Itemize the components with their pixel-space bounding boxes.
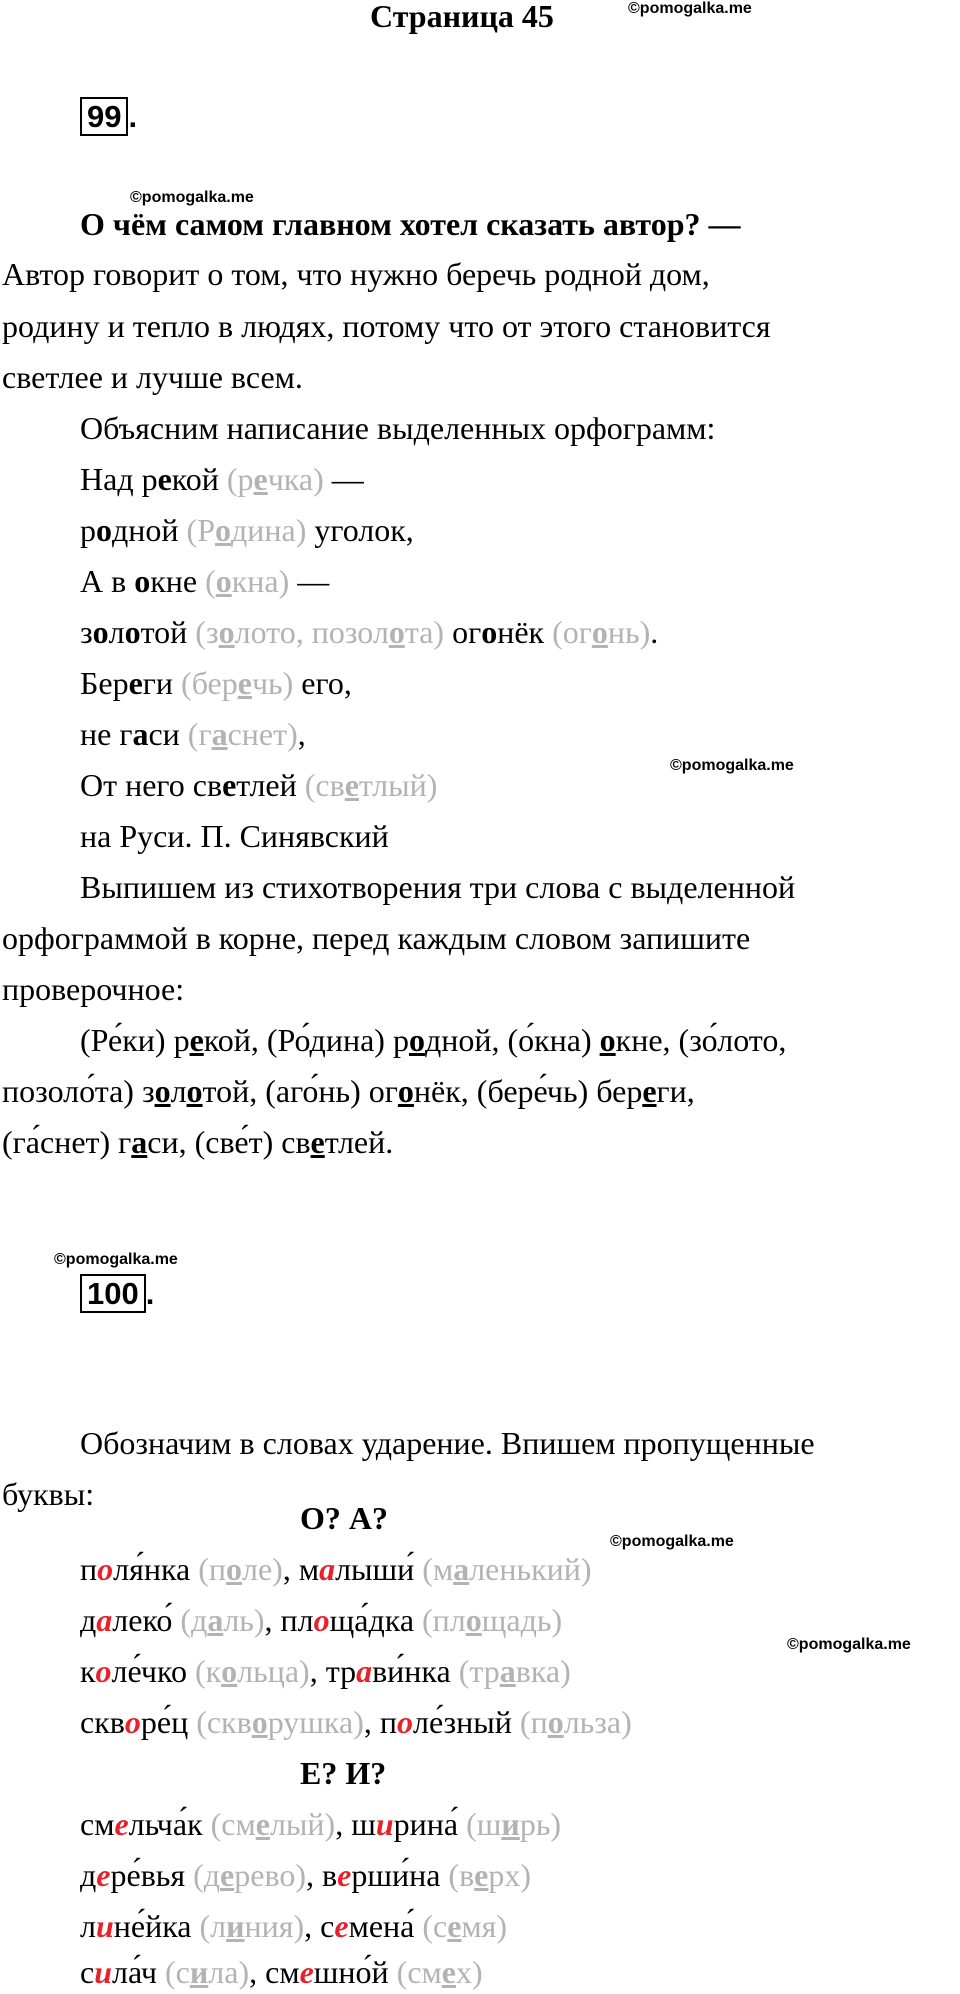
text-segment: ви́нка <box>372 1653 459 1689</box>
text-segment: — <box>289 563 330 599</box>
check-word: (пл <box>422 1602 466 1638</box>
word-line <box>80 1952 483 1992</box>
highlighted-letter: о <box>134 563 151 599</box>
text-segment: ги, <box>656 1073 695 1109</box>
text-segment: скв <box>80 1704 125 1740</box>
check-word: щадь) <box>481 1602 563 1638</box>
check-letter: о <box>547 1704 564 1740</box>
text-segment: кой <box>171 461 227 497</box>
watermark: ©pomogalka.me <box>610 1533 734 1550</box>
task-line: орфограммой в корне, перед каждым словом запишите <box>2 920 751 956</box>
check-word: чь) <box>251 665 294 701</box>
text-segment: шно́й <box>313 1954 397 1990</box>
check-letter: о <box>218 614 235 650</box>
inserted-letter: о <box>95 1653 112 1689</box>
poem-line <box>80 714 306 754</box>
exercise-number-99 <box>80 98 137 136</box>
check-word: (см <box>210 1806 256 1842</box>
check-word: (с <box>422 1908 448 1944</box>
check-letter: а <box>211 716 228 752</box>
highlighted-letter: е <box>310 1124 325 1160</box>
text-segment: ги <box>142 665 182 701</box>
check-word: нь) <box>607 614 651 650</box>
check-letter: о <box>388 614 405 650</box>
text-segment: , с <box>304 1908 335 1944</box>
text-segment: леко́ <box>112 1602 181 1638</box>
check-word: рево) <box>234 1857 306 1893</box>
highlighted-letter: о <box>92 614 109 650</box>
check-letter: о <box>465 1602 482 1638</box>
text-segment: л <box>108 614 125 650</box>
text-segment: ле́чко <box>111 1653 195 1689</box>
text-segment: кой, (Ро́дина) р <box>203 1022 409 1058</box>
poem-line <box>80 765 437 805</box>
text-segment: ре́ц <box>140 1704 197 1740</box>
watermark: ©pomogalka.me <box>130 189 254 206</box>
check-word: (тр <box>458 1653 500 1689</box>
inserted-letter: о <box>97 1551 114 1587</box>
check-word: дина) <box>230 512 307 548</box>
check-word: ленький) <box>469 1551 592 1587</box>
text-segment: см <box>80 1806 115 1842</box>
check-word: рх) <box>488 1857 532 1893</box>
explain-text: Объясним написание выделенных орфограмм: <box>80 410 716 446</box>
check-word: ле) <box>241 1551 283 1587</box>
check-letter: а <box>207 1602 224 1638</box>
text-segment: рши́на <box>351 1857 449 1893</box>
check-letter: о <box>591 614 608 650</box>
check-word: ла) <box>208 1954 250 1990</box>
highlighted-letter: е <box>642 1073 657 1109</box>
exercise-number-dot: . <box>128 99 138 134</box>
highlighted-letter: о <box>154 1073 171 1109</box>
check-letter: е <box>344 767 359 803</box>
check-letter: е <box>253 461 268 497</box>
check-letter: о <box>214 512 231 548</box>
highlighted-letter: о <box>408 1022 425 1058</box>
highlighted-letter: о <box>124 614 141 650</box>
exercise-number-100 <box>80 1275 154 1313</box>
highlighted-letter: е <box>157 461 172 497</box>
check-word: рушка) <box>267 1704 364 1740</box>
result-line <box>2 1122 393 1162</box>
inserted-letter: е <box>114 1806 129 1842</box>
check-letter: е <box>220 1857 235 1893</box>
text-segment: нёк <box>497 614 553 650</box>
check-word: (бер <box>181 665 238 701</box>
inserted-letter: а <box>96 1602 113 1638</box>
text-segment: з <box>80 614 93 650</box>
text-segment: д <box>80 1857 97 1893</box>
check-word: та) <box>404 614 445 650</box>
inserted-letter: е <box>96 1857 111 1893</box>
check-word: ния) <box>244 1908 305 1944</box>
check-word: (ш <box>466 1806 502 1842</box>
text-segment: не́йка <box>113 1908 200 1944</box>
exercise-number-box: 100 <box>80 1274 146 1313</box>
text-segment: л <box>80 1908 96 1944</box>
check-letter: а <box>453 1551 470 1587</box>
watermark: ©pomogalka.me <box>787 1636 911 1653</box>
check-word: (скв <box>196 1704 252 1740</box>
check-word: снет) <box>227 716 298 752</box>
text-segment: кне <box>150 563 206 599</box>
text-segment: той, (аго́нь) ог <box>202 1073 398 1109</box>
word-line <box>80 1855 531 1895</box>
text-segment: , тр <box>309 1653 357 1689</box>
check-word: (св <box>304 767 345 803</box>
poem-line <box>80 663 352 703</box>
watermark: ©pomogalka.me <box>628 0 752 17</box>
check-word: мя) <box>461 1908 508 1944</box>
answer-line: Автор говорит о том, что нужно беречь родной дом, <box>2 256 710 292</box>
text-segment: ре́вья <box>110 1857 194 1893</box>
highlighted-letter: о <box>397 1073 414 1109</box>
highlighted-letter: о <box>96 512 112 548</box>
text-segment: п <box>80 1551 98 1587</box>
text-segment: нёк, (бере́чь) бер <box>413 1073 643 1109</box>
check-word: (ог <box>552 614 592 650</box>
highlighted-letter: е <box>128 665 143 701</box>
check-word: лый) <box>269 1806 336 1842</box>
check-word: (м <box>422 1551 454 1587</box>
watermark: ©pomogalka.me <box>670 757 794 774</box>
text-segment: , <box>297 716 306 752</box>
inserted-letter: и <box>95 1908 114 1944</box>
task-line: проверочное: <box>2 971 185 1007</box>
check-word: (л <box>199 1908 227 1944</box>
text-segment: мена́ <box>348 1908 423 1944</box>
check-letter: о <box>225 1551 242 1587</box>
check-word: льца) <box>237 1653 310 1689</box>
highlighted-letter: е <box>222 767 237 803</box>
text-segment: ща́дка <box>329 1602 423 1638</box>
text-segment: льча́к <box>128 1806 211 1842</box>
result-line <box>2 1071 695 1111</box>
check-letter: е <box>237 665 252 701</box>
check-word: ( <box>205 563 216 599</box>
inserted-letter: а <box>356 1653 373 1689</box>
text-segment: , п <box>363 1704 397 1740</box>
check-word: (к <box>194 1653 222 1689</box>
highlighted-letter: о <box>599 1022 616 1058</box>
answer-line: светлее и лучше всем. <box>2 359 303 395</box>
check-letter: о <box>221 1653 238 1689</box>
check-letter: о <box>251 1704 268 1740</box>
check-word: (в <box>448 1857 475 1893</box>
check-letter: а <box>499 1653 516 1689</box>
inserted-letter: о <box>124 1704 141 1740</box>
check-letter: е <box>255 1806 270 1842</box>
check-word: вка) <box>515 1653 571 1689</box>
word-line <box>80 1549 592 1589</box>
highlighted-letter: е <box>189 1022 204 1058</box>
page-title: Страница 45 <box>370 0 554 34</box>
check-word: (п <box>198 1551 226 1587</box>
inserted-letter: е <box>299 1954 314 1990</box>
text-segment: р <box>80 512 96 548</box>
inserted-letter: е <box>334 1908 349 1944</box>
check-word: (д <box>180 1602 208 1638</box>
result-line <box>80 1020 786 1060</box>
text-segment: (га́снет) г <box>2 1124 132 1160</box>
text-segment: А в <box>80 563 135 599</box>
text-segment: , в <box>306 1857 338 1893</box>
check-word: (с <box>164 1954 190 1990</box>
task-line: буквы: <box>2 1476 95 1512</box>
poem-line <box>80 612 658 652</box>
text-segment: тлей <box>236 767 305 803</box>
check-letter: и <box>189 1954 209 1990</box>
word-line <box>80 1804 561 1844</box>
text-segment: к <box>80 1653 96 1689</box>
check-word: (з <box>195 614 219 650</box>
exercise-number-box: 99 <box>80 97 128 136</box>
highlighted-letter: а <box>132 716 149 752</box>
text-segment: лыши́ <box>335 1551 423 1587</box>
text-segment: си <box>148 716 188 752</box>
check-word: (д <box>193 1857 221 1893</box>
word-line <box>80 1600 562 1640</box>
check-word: тлый) <box>358 767 438 803</box>
poem-line <box>80 510 414 550</box>
question-text: О чём самом главном хотел сказать автор? — <box>80 206 741 242</box>
text-segment: уголок, <box>306 512 414 548</box>
check-letter: и <box>501 1806 520 1842</box>
check-letter: е <box>447 1908 462 1944</box>
text-segment: Над р <box>80 461 158 497</box>
text-segment: Бер <box>80 665 129 701</box>
poem-line <box>80 816 389 856</box>
text-segment: тлей. <box>324 1124 394 1160</box>
text-segment: позоло́та) з <box>2 1073 155 1109</box>
check-word: льза) <box>563 1704 632 1740</box>
group-heading-oa: О? А? <box>300 1500 388 1536</box>
text-segment: дной <box>112 512 187 548</box>
text-segment: (Ре́ки) р <box>80 1022 190 1058</box>
check-letter: и <box>226 1908 245 1944</box>
text-segment: рина́ <box>393 1806 467 1842</box>
text-segment: д <box>80 1602 97 1638</box>
text-segment: си, (све́т) св <box>147 1124 311 1160</box>
text-segment: От него св <box>80 767 223 803</box>
task-line: Обозначим в словах ударение. Впишем пропущенные <box>80 1425 815 1461</box>
inserted-letter: о <box>396 1704 413 1740</box>
inserted-letter: о <box>313 1602 330 1638</box>
text-segment: ле́зный <box>412 1704 520 1740</box>
text-segment: , см <box>249 1954 300 1990</box>
check-letter: е <box>441 1954 456 1990</box>
answer-line: родину и тепло в людях, потому что от этого становится <box>2 308 771 344</box>
text-segment: л <box>170 1073 187 1109</box>
inserted-letter: и <box>94 1954 112 1990</box>
highlighted-letter: о <box>186 1073 203 1109</box>
text-segment: ог <box>444 614 482 650</box>
inserted-letter: а <box>319 1551 336 1587</box>
text-segment: . <box>650 614 659 650</box>
text-segment: не г <box>80 716 133 752</box>
check-letter: о <box>215 563 232 599</box>
word-line <box>80 1906 507 1946</box>
check-word: рь) <box>519 1806 562 1842</box>
word-line <box>80 1651 571 1691</box>
check-word: (р <box>226 461 254 497</box>
text-segment: с <box>80 1954 95 1990</box>
text-segment: его, <box>293 665 352 701</box>
check-word: (Р <box>186 512 215 548</box>
poem-line <box>80 459 364 499</box>
inserted-letter: е <box>337 1857 352 1893</box>
check-word: чка) <box>267 461 324 497</box>
text-segment: на Руси. П. Синявский <box>80 818 389 854</box>
check-letter: е <box>474 1857 489 1893</box>
text-segment: ла́ч <box>112 1954 165 1990</box>
highlighted-letter: а <box>131 1124 148 1160</box>
exercise-number-dot: . <box>145 1276 155 1311</box>
check-word: ль) <box>223 1602 265 1638</box>
check-word: (г <box>187 716 212 752</box>
text-segment: ля́нка <box>113 1551 199 1587</box>
check-word: лото, позол <box>234 614 389 650</box>
text-segment: , ш <box>335 1806 376 1842</box>
check-word: (п <box>519 1704 548 1740</box>
group-heading-ei: Е? И? <box>300 1755 387 1791</box>
inserted-letter: и <box>375 1806 394 1842</box>
highlighted-letter: о <box>481 614 498 650</box>
text-segment: , пл <box>264 1602 314 1638</box>
watermark: ©pomogalka.me <box>54 1251 178 1268</box>
check-word: кна) <box>231 563 290 599</box>
text-segment: кне, (зо́лото, <box>615 1022 787 1058</box>
task-line: Выпишем из стихотворения три слова с выделенной <box>80 869 796 905</box>
check-word: (см <box>396 1954 442 1990</box>
text-segment: — <box>323 461 364 497</box>
text-segment: дной, (о́кна) <box>424 1022 600 1058</box>
text-segment: , м <box>282 1551 320 1587</box>
text-segment: той <box>140 614 196 650</box>
check-word: х) <box>455 1954 483 1990</box>
poem-line <box>80 561 329 601</box>
word-line <box>80 1702 632 1742</box>
